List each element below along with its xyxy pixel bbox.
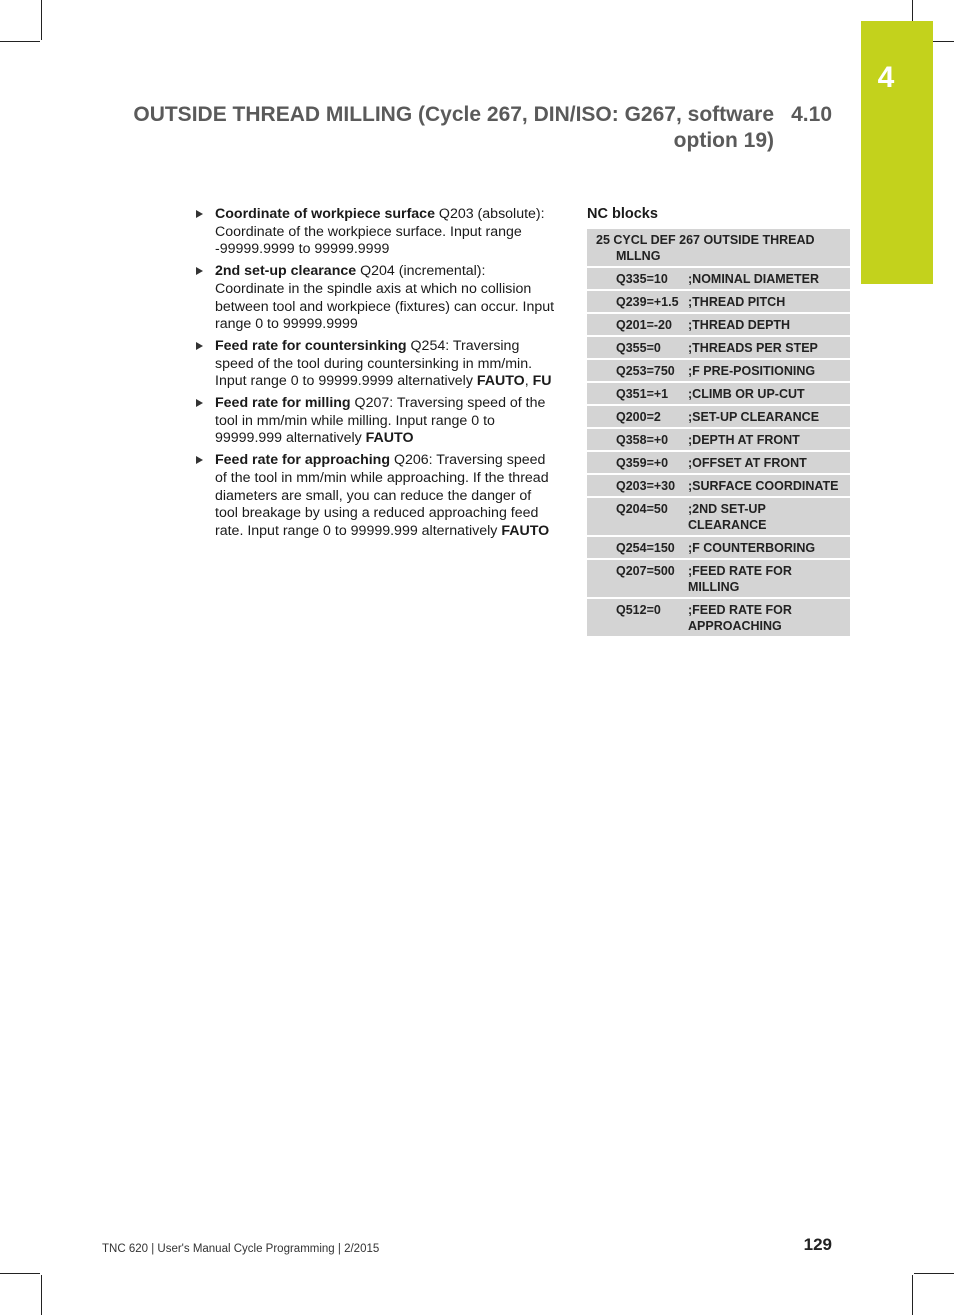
- nc-comment: ;THREAD PITCH: [688, 295, 786, 309]
- parameter-item: [193, 206, 555, 259]
- parameter-keyword: FAUTO: [365, 430, 414, 447]
- nc-block-row: [587, 291, 850, 312]
- nc-parameter: Q253=750: [616, 364, 675, 378]
- parameter-label: 2nd set-up clearance: [215, 263, 357, 280]
- crop-mark: [41, 0, 42, 40]
- nc-comment: ;NOMINAL DIAMETER: [688, 272, 820, 286]
- nc-block-row: [587, 475, 850, 496]
- parameter-item: [193, 338, 555, 391]
- nc-parameter: Q203=+30: [616, 479, 676, 493]
- nc-comment: ;DEPTH AT FRONT: [688, 433, 800, 447]
- parameter-item: [193, 395, 555, 448]
- footer-text: TNC 620 | User's Manual Cycle Programming | 2/2015: [102, 1243, 380, 1255]
- parameter-label: Coordinate of workpiece surface: [215, 206, 435, 222]
- nc-comment: ;FEED RATE FOR APPROACHING: [688, 603, 792, 633]
- nc-parameter: Q200=2: [616, 410, 661, 424]
- nc-block-row: [587, 314, 850, 335]
- nc-comment: ;OFFSET AT FRONT: [688, 456, 807, 470]
- parameter-keyword: FAUTO: [476, 373, 525, 390]
- crop-mark: [0, 1273, 40, 1274]
- crop-mark: [0, 41, 40, 42]
- nc-comment: ;F COUNTERBORING: [688, 541, 816, 555]
- bullet-arrow-icon: [196, 399, 203, 407]
- nc-parameter: Q358=+0: [616, 433, 669, 447]
- parameter-item: [193, 263, 555, 334]
- crop-mark: [912, 1275, 913, 1315]
- chapter-number: 4: [877, 61, 895, 94]
- nc-parameter: Q254=150: [616, 541, 675, 555]
- nc-comment: ;FEED RATE FOR MILLING: [688, 564, 792, 594]
- nc-parameter: Q512=0: [616, 603, 661, 617]
- parameter-label: Feed rate for countersinking: [215, 337, 407, 354]
- nc-comment: ;THREADS PER STEP: [688, 341, 818, 355]
- nc-block-row: [587, 406, 850, 427]
- nc-block-row: [587, 337, 850, 358]
- nc-parameter: Q359=+0: [616, 456, 669, 470]
- nc-blocks-table: [587, 229, 850, 638]
- parameter-separator: ,: [524, 373, 533, 390]
- parameter-label: Feed rate for milling: [215, 395, 351, 412]
- bullet-arrow-icon: [196, 210, 203, 218]
- nc-block-row: [587, 560, 850, 597]
- parameter-description: Q204 (incremental): Coordinate in the spindle axis at which no collision between tool and workpiece (fixtures) can occur. Input range 0 to 99999.9999: [215, 263, 555, 333]
- bullet-arrow-icon: [196, 456, 203, 464]
- nc-comment: ;SET-UP CLEARANCE: [688, 410, 820, 424]
- nc-parameter: Q201=-20: [616, 318, 672, 332]
- parameter-item: [193, 452, 555, 541]
- nc-block-text: [596, 232, 815, 264]
- nc-blocks-heading: NC blocks: [587, 206, 658, 222]
- chapter-tab: [861, 21, 933, 284]
- nc-block-row: [587, 599, 850, 636]
- nc-comment: ;SURFACE COORDINATE: [688, 479, 839, 493]
- nc-block-row: [587, 229, 850, 266]
- nc-parameter: Q351=+1: [616, 387, 669, 401]
- crop-mark: [914, 1273, 954, 1274]
- nc-block-row: [587, 360, 850, 381]
- page-number: 129: [803, 1235, 832, 1254]
- nc-block-row: [587, 452, 850, 473]
- parameter-label: Feed rate for approaching: [215, 452, 391, 469]
- parameter-keyword: FU: [532, 373, 552, 390]
- section-title: OUTSIDE THREAD MILLING (Cycle 267, DIN/ISO: G267, software option 19): [133, 103, 774, 152]
- nc-comment: ;THREAD DEPTH: [688, 318, 791, 332]
- parameter-description: Q254: Traversing speed of the tool during countersinking in mm/min. Input range 0 to 99999.9999 alternatively: [215, 337, 533, 390]
- nc-parameter: Q239=+1.5: [616, 295, 679, 309]
- nc-block-row: [587, 429, 850, 450]
- nc-block-row: [587, 383, 850, 404]
- section-number: 4.10: [791, 103, 832, 126]
- nc-comment: ;F PRE-POSITIONING: [688, 364, 816, 378]
- nc-parameter: Q207=500: [616, 564, 675, 578]
- parameter-description: Q206: Traversing speed of the tool in mm/min while approaching. If the thread diameters are small, you can reduce the danger of tool breakage by using a reduced approaching feed rate. Input range 0 to 99999.999 alternatively: [215, 452, 549, 539]
- bullet-arrow-icon: [196, 267, 203, 275]
- bullet-arrow-icon: [196, 342, 203, 350]
- crop-mark: [41, 1275, 42, 1315]
- parameter-description: Q203 (absolute): Coordinate of the workpiece surface. Input range -99999.9999 to 99999.9999: [215, 206, 545, 258]
- nc-block-row: [587, 498, 850, 535]
- parameter-list: [193, 206, 555, 545]
- nc-parameter: Q204=50: [616, 502, 668, 516]
- nc-cycle-def-cont: MLLNG: [616, 249, 661, 263]
- nc-parameter: Q335=10: [616, 272, 668, 286]
- nc-comment: ;2ND SET-UP CLEARANCE: [688, 502, 767, 532]
- nc-block-row: [587, 268, 850, 289]
- nc-comment: ;CLIMB OR UP-CUT: [688, 387, 805, 401]
- parameter-keyword: FAUTO: [501, 522, 550, 539]
- nc-block-row: [587, 537, 850, 558]
- nc-parameter: Q355=0: [616, 341, 661, 355]
- parameter-description: Q207: Traversing speed of the tool in mm/min while milling. Input range 0 to 99999.999 alternatively: [215, 395, 546, 447]
- nc-cycle-def: 25 CYCL DEF 267 OUTSIDE THREAD: [596, 233, 815, 247]
